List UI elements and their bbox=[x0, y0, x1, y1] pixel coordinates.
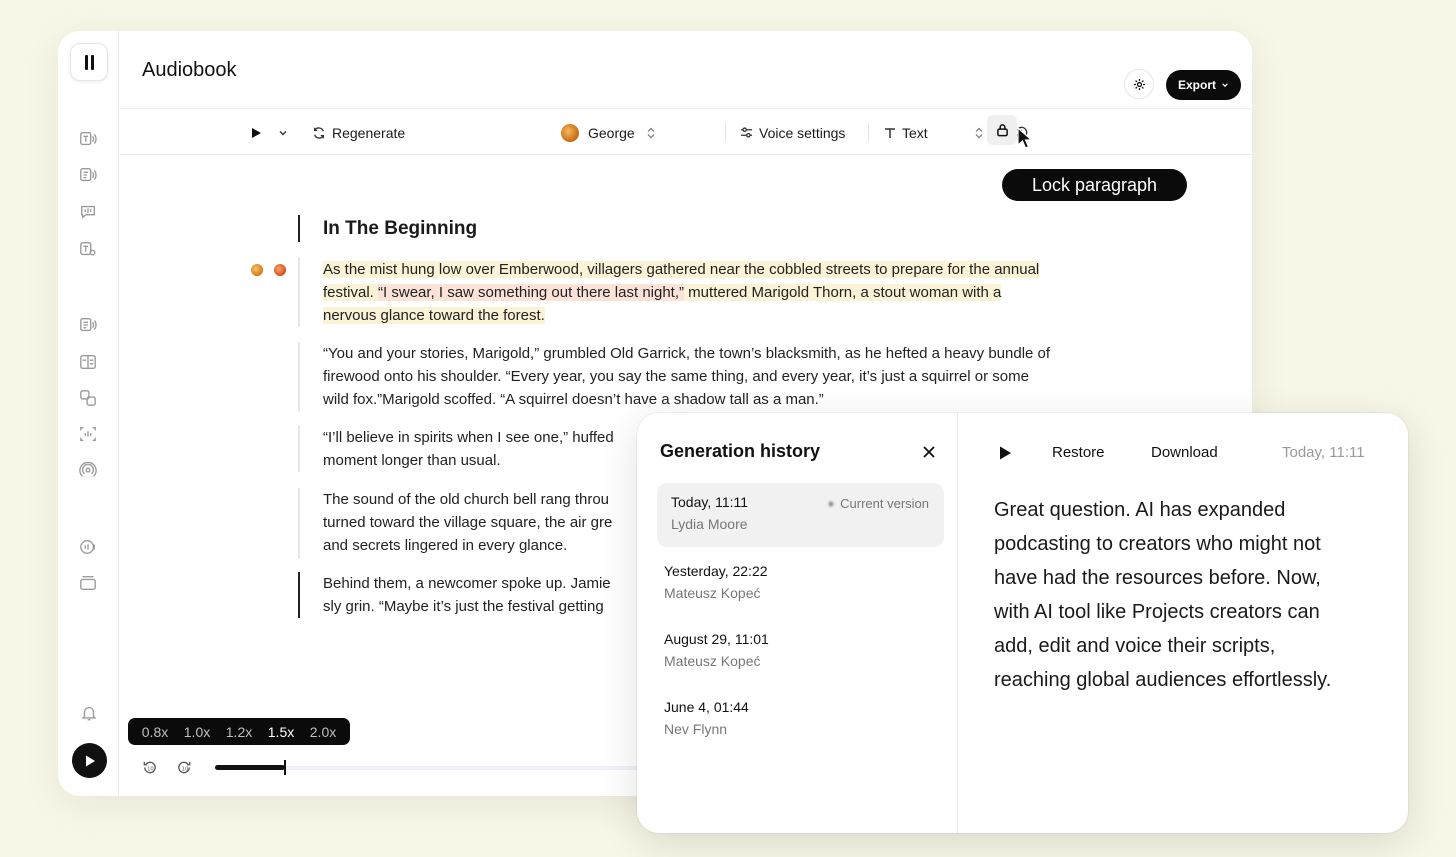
history-user: Mateusz Kopeć bbox=[664, 585, 761, 601]
text-to-speech-icon[interactable] bbox=[78, 129, 98, 149]
chapter-heading: In The Beginning bbox=[323, 218, 478, 239]
voice-library-icon[interactable] bbox=[78, 388, 98, 408]
voice-avatar bbox=[251, 264, 263, 276]
paragraph-line: The sound of the old church bell rang throu bbox=[323, 491, 610, 508]
voice-settings-button[interactable] bbox=[740, 109, 845, 156]
paragraph-line: and secrets lingered in every glance. bbox=[323, 537, 568, 554]
history-item[interactable] bbox=[650, 688, 937, 752]
restore-button[interactable]: Restore bbox=[1052, 444, 1105, 461]
paragraph-text: As the mist hung low over Emberwood, villagers gathered near the cobbled streets to prepare for the annual festival. bbox=[323, 261, 1040, 301]
paragraph-marker bbox=[298, 572, 300, 618]
separator bbox=[725, 123, 726, 142]
paragraph-line: moment longer than usual. bbox=[323, 452, 501, 469]
chevron-down-icon bbox=[1221, 81, 1229, 89]
version-timestamp: Today, 11:11 bbox=[1282, 444, 1365, 461]
archive-icon[interactable] bbox=[78, 573, 98, 593]
dubbing-icon[interactable] bbox=[78, 352, 98, 372]
close-icon[interactable] bbox=[922, 445, 936, 459]
paragraph-line: Behind them, a newcomer spoke up. Jamie bbox=[323, 575, 611, 592]
speed-option[interactable]: 1.0x bbox=[183, 723, 211, 740]
paragraph-1[interactable] bbox=[323, 258, 1053, 327]
history-date: Yesterday, 22:22 bbox=[664, 563, 768, 579]
progress-fill bbox=[215, 765, 285, 770]
play-icon[interactable] bbox=[997, 445, 1013, 461]
highlighted-quote: “I swear, I saw something out there last night,” bbox=[378, 284, 685, 301]
chevron-updown-icon bbox=[646, 127, 656, 139]
voice-name: George bbox=[588, 124, 635, 141]
history-user: Lydia Moore bbox=[671, 516, 748, 532]
play-dropdown[interactable] bbox=[250, 109, 288, 156]
history-item[interactable] bbox=[650, 552, 937, 616]
status-dot bbox=[827, 500, 835, 508]
sliders-icon bbox=[740, 126, 753, 139]
speed-option[interactable]: 2.0x bbox=[309, 723, 337, 740]
page-title: Audiobook bbox=[142, 59, 237, 81]
speed-option[interactable]: 1.5x bbox=[267, 723, 295, 740]
paragraph-text: muttered Marigold Thorn, a stout woman with a nervous glance toward the forest. bbox=[323, 284, 1002, 324]
refresh-icon bbox=[312, 126, 326, 140]
history-date: August 29, 11:01 bbox=[664, 631, 769, 647]
playback-speed-selector[interactable] bbox=[128, 718, 350, 745]
voice-selector[interactable] bbox=[561, 109, 656, 156]
lock-paragraph-button[interactable] bbox=[987, 115, 1017, 145]
mode-label: Text bbox=[902, 124, 928, 141]
history-item[interactable] bbox=[650, 620, 937, 684]
bell-icon[interactable] bbox=[79, 703, 99, 723]
voice-avatar bbox=[274, 264, 286, 276]
history-user: Nev Flynn bbox=[664, 721, 728, 737]
regenerate-label: Regenerate bbox=[332, 124, 406, 141]
download-button[interactable]: Download bbox=[1151, 444, 1218, 461]
history-user: Mateusz Kopeć bbox=[664, 653, 761, 669]
current-version-label: Current version bbox=[840, 496, 929, 511]
history-item[interactable] bbox=[657, 483, 944, 547]
paragraph-marker bbox=[298, 426, 300, 472]
regenerate-button[interactable] bbox=[312, 109, 405, 156]
lock-paragraph-tooltip: Lock paragraph bbox=[1002, 169, 1187, 201]
export-label: Export bbox=[1177, 78, 1216, 92]
toolbar bbox=[120, 108, 1252, 155]
svg-text:10: 10 bbox=[181, 766, 189, 773]
paragraph-line: turned toward the village square, the air gre bbox=[323, 514, 613, 531]
svg-text:10: 10 bbox=[147, 766, 154, 773]
logo-button[interactable] bbox=[70, 43, 108, 81]
generation-history-panel bbox=[637, 413, 1408, 833]
preview-text: Great question. AI has expanded podcasting to creators who might not have had the resources before. Now, with AI tool like Projects creators can add, edit and voice their scripts, reaching global audiences effortlessly. bbox=[994, 499, 1332, 691]
separator bbox=[868, 123, 869, 142]
voice-isolator-icon[interactable] bbox=[78, 424, 98, 444]
paragraph-2[interactable]: “You and your stories, Marigold,” grumbled Old Garrick, the town’s blacksmith, as he hefted a heavy bundle of firewood onto his shoulder. “Every year, you say the same thing, and every year, it’s just a squirrel or some wild fox.”Marigold scoffed. “A squirrel doesn’t have a shadow tall as a man.” bbox=[323, 345, 1051, 408]
voice-changer-settings-icon[interactable] bbox=[78, 239, 98, 259]
speed-option[interactable]: 1.2x bbox=[225, 723, 253, 740]
voice-avatar bbox=[561, 124, 579, 142]
paragraph-marker bbox=[298, 342, 300, 412]
forward-10-icon[interactable] bbox=[176, 759, 193, 776]
mouse-cursor-icon bbox=[1017, 127, 1033, 149]
paragraph-line: “I’ll believe in spirits when I see one,” huffed bbox=[323, 429, 614, 446]
podcast-icon[interactable] bbox=[78, 461, 98, 481]
history-date: Today, 11:11 bbox=[671, 494, 749, 510]
projects-icon[interactable] bbox=[78, 315, 98, 335]
text-type-icon bbox=[884, 127, 896, 139]
chevron-down-icon bbox=[278, 128, 288, 138]
panel-divider bbox=[957, 413, 958, 833]
speed-option[interactable]: 0.8x bbox=[141, 723, 169, 740]
speech-to-speech-icon[interactable] bbox=[78, 165, 98, 185]
mode-selector[interactable] bbox=[884, 109, 984, 156]
chevron-updown-icon bbox=[974, 127, 984, 139]
heading-marker bbox=[298, 215, 300, 242]
sidebar bbox=[58, 31, 119, 796]
audio-native-icon[interactable] bbox=[78, 537, 98, 557]
lock-icon bbox=[996, 123, 1009, 137]
export-button[interactable] bbox=[1166, 70, 1241, 100]
chat-voice-icon[interactable] bbox=[78, 202, 98, 222]
paragraph-marker bbox=[298, 257, 300, 327]
rewind-10-icon[interactable] bbox=[141, 759, 158, 776]
history-date: June 4, 01:44 bbox=[664, 699, 749, 715]
settings-button[interactable] bbox=[1124, 69, 1154, 99]
main-play-button[interactable] bbox=[72, 743, 107, 778]
gear-icon bbox=[1133, 78, 1146, 91]
paragraph-marker bbox=[298, 488, 300, 558]
voice-settings-label: Voice settings bbox=[759, 124, 846, 141]
play-icon bbox=[250, 127, 262, 139]
current-version-badge bbox=[827, 496, 929, 511]
progress-handle[interactable] bbox=[284, 760, 286, 775]
history-title: Generation history bbox=[660, 441, 821, 461]
paragraph-line: sly grin. “Maybe it’s just the festival getting bbox=[323, 598, 604, 615]
